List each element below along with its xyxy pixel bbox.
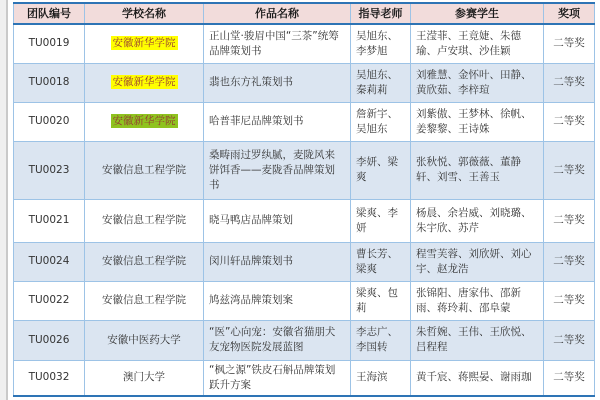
cell-advisors: 吴旭东、秦莉莉	[351, 63, 411, 102]
cell-work: 正山堂·骏眉中国“三茶”统筹品牌策划书	[204, 24, 351, 63]
header-row	[14, 3, 595, 24]
cell-work: 翡也东方礼策划书	[204, 63, 351, 102]
school-name-highlight-yellow: 安徽新华学院	[112, 37, 176, 50]
cell-award: 二等奖	[544, 360, 595, 396]
cell-team-id: TU0023	[14, 141, 85, 199]
cell-award: 二等奖	[544, 141, 595, 199]
cell-school: 安徽信息工程学院	[85, 242, 204, 281]
column-header-advisors: 指导老师	[351, 3, 411, 24]
cell-students: 程雪芙蓉、刘欣妍、刘心宇、赵龙浩	[411, 242, 544, 281]
cell-team-id: TU0020	[14, 102, 85, 141]
table-row-TU0032	[14, 360, 595, 396]
cell-advisors: 吴旭东、李梦旭	[351, 24, 411, 63]
cell-award: 二等奖	[544, 24, 595, 63]
cell-students: 张秋悦、郭薇薇、董静轩、刘雪、王善玉	[411, 141, 544, 199]
cell-students: 朱哲婉、王伟、王欣悦、吕程程	[411, 320, 544, 360]
cell-students: 刘紫傲、王梦林、徐帆、姜黎黎、王诗姝	[411, 102, 544, 141]
cell-work: 晓马鸭店品牌策划	[204, 199, 351, 242]
cell-team-id: TU0026	[14, 320, 85, 360]
cell-work: 桑畴雨过罗纨腻，麦陇风来饼饵香——麦陇香品牌策划书	[204, 141, 351, 199]
cell-school: 安徽信息工程学院	[85, 141, 204, 199]
table-row-TU0024	[14, 242, 595, 281]
school-name-highlight-green: 安徽新华学院	[112, 115, 176, 127]
cell-award: 二等奖	[544, 242, 595, 281]
cell-award: 二等奖	[544, 102, 595, 141]
cell-work: “医”心向宠：安徽省猫朋犬友宠物医院发展蓝图	[204, 320, 351, 360]
cell-team-id: TU0024	[14, 242, 85, 281]
cell-students: 刘雅慧、金怀叶、田静、黄欣茹、李梓瑄	[411, 63, 544, 102]
cell-school	[85, 63, 204, 102]
cell-students: 张锦阳、唐家伟、邵新雨、蒋玲莉、邵阜蒙	[411, 281, 544, 320]
school-name-highlight-yellow: 安徽新华学院	[112, 76, 176, 88]
cell-work: “枫之源”铁皮石斛品牌策划跃升方案	[204, 360, 351, 396]
award-table	[13, 2, 595, 397]
table-row-TU0020	[14, 102, 595, 141]
cell-advisors: 李妍、梁爽	[351, 141, 411, 199]
cell-advisors: 王海滨	[351, 360, 411, 396]
column-header-work: 作品名称	[204, 3, 351, 24]
cell-team-id: TU0032	[14, 360, 85, 396]
cell-school	[85, 24, 204, 63]
cell-students: 杨晨、余岩威、刘晓璐、朱宇欣、苏芹	[411, 199, 544, 242]
cell-advisors: 李志广、李国转	[351, 320, 411, 360]
table-row-TU0026	[14, 320, 595, 360]
column-header-students: 参赛学生	[411, 3, 544, 24]
cell-advisors: 詹新宇、吴旭东	[351, 102, 411, 141]
cell-award: 二等奖	[544, 199, 595, 242]
cell-school: 安徽信息工程学院	[85, 199, 204, 242]
cell-team-id: TU0022	[14, 281, 85, 320]
column-header-award: 奖项	[544, 3, 595, 24]
cell-students: 黄千宸、蒋熙晏、谢雨珈	[411, 360, 544, 396]
table-row-TU0021	[14, 199, 595, 242]
cell-award: 二等奖	[544, 281, 595, 320]
cell-school: 安徽信息工程学院	[85, 281, 204, 320]
cell-award: 二等奖	[544, 320, 595, 360]
table-body	[14, 24, 595, 396]
cell-work: 鸠兹湾品牌策划案	[204, 281, 351, 320]
cell-advisors: 梁爽、包莉	[351, 281, 411, 320]
column-header-school: 学校名称	[85, 3, 204, 24]
table-row-TU0022	[14, 281, 595, 320]
cell-school: 安徽中医药大学	[85, 320, 204, 360]
cell-team-id: TU0018	[14, 63, 85, 102]
cell-work: 闵川轩品牌策划书	[204, 242, 351, 281]
cell-advisors: 梁爽、李妍	[351, 199, 411, 242]
cell-school	[85, 102, 204, 141]
table-row-TU0018	[14, 63, 595, 102]
cell-work: 哈普菲尼品牌策划书	[204, 102, 351, 141]
cell-award: 二等奖	[544, 63, 595, 102]
cell-school: 澳门大学	[85, 360, 204, 396]
column-header-team-id: 团队编号	[14, 3, 85, 24]
cell-advisors: 曹长芳、梁爽	[351, 242, 411, 281]
cell-team-id: TU0021	[14, 199, 85, 242]
cell-team-id: TU0019	[14, 24, 85, 63]
table-row-TU0023	[14, 141, 595, 199]
left-edge-line	[6, 0, 8, 400]
table-row-TU0019	[14, 24, 595, 63]
cell-students: 王滢菲、王竟婕、朱德瑜、卢安琪、沙佳颖	[411, 24, 544, 63]
table-header	[14, 3, 595, 24]
